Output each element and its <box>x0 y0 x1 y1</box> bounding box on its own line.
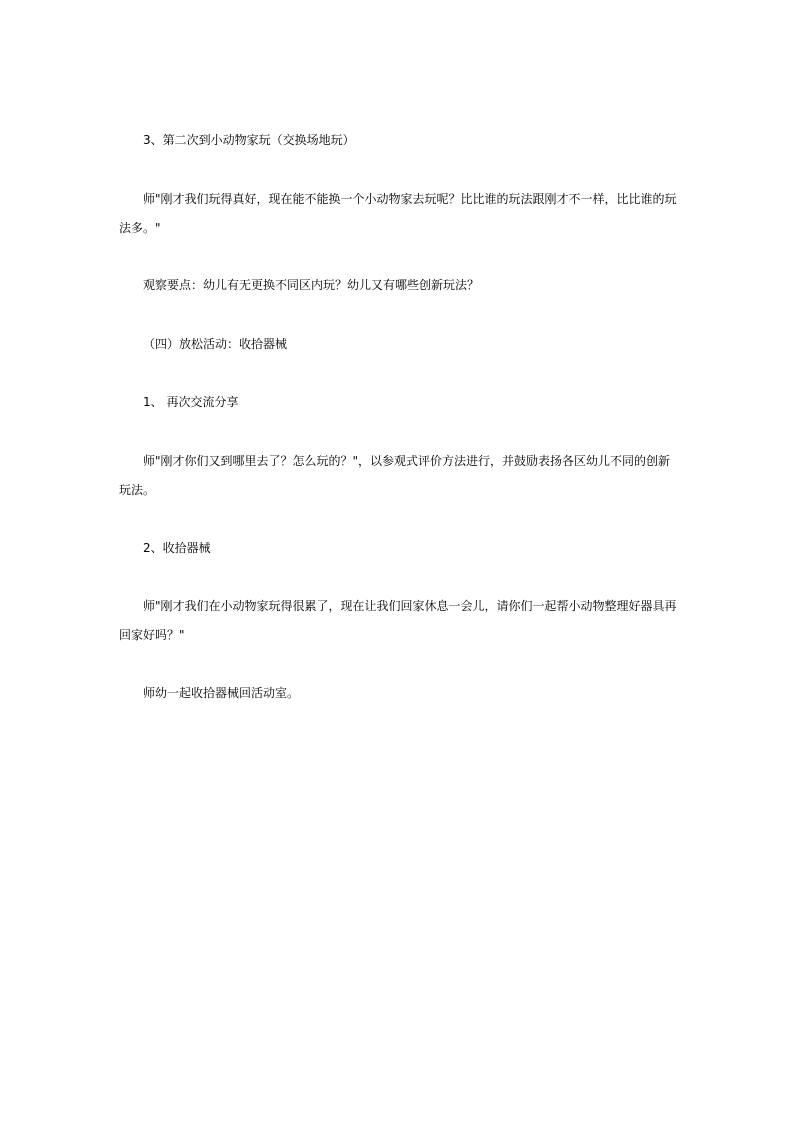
closing-paragraph: 师幼一起收拾器械回活动室。 <box>143 686 300 700</box>
subheading-1: 1、 再次交流分享 <box>143 395 239 409</box>
observation-points-paragraph: 观察要点：幼儿有无更换不同区内玩？幼儿又有哪些创新玩法？ <box>143 278 480 292</box>
teacher-dialogue-paragraph: 师"刚才你们又到哪里去了？怎么玩的？"，以参观式评价方法进行，并鼓励表扬各区幼儿不同的创新玩法。 <box>119 454 671 497</box>
subheading-2: 2、收拾器械 <box>143 541 211 555</box>
teacher-dialogue-paragraph: 师"刚才我们在小动物家玩得很累了，现在让我们回家休息一会儿，请你们一起帮小动物整理好器具再回家好吗？" <box>119 599 677 642</box>
section-heading-3: 3、第二次到小动物家玩（交换场地玩） <box>143 133 355 147</box>
section-heading-four: （四）放松活动：收拾器械 <box>143 337 288 351</box>
teacher-dialogue-paragraph: 师"刚才我们玩得真好，现在能不能换一个小动物家去玩呢？比比谁的玩法跟刚才不一样，比比谁的玩法多。" <box>119 192 677 235</box>
